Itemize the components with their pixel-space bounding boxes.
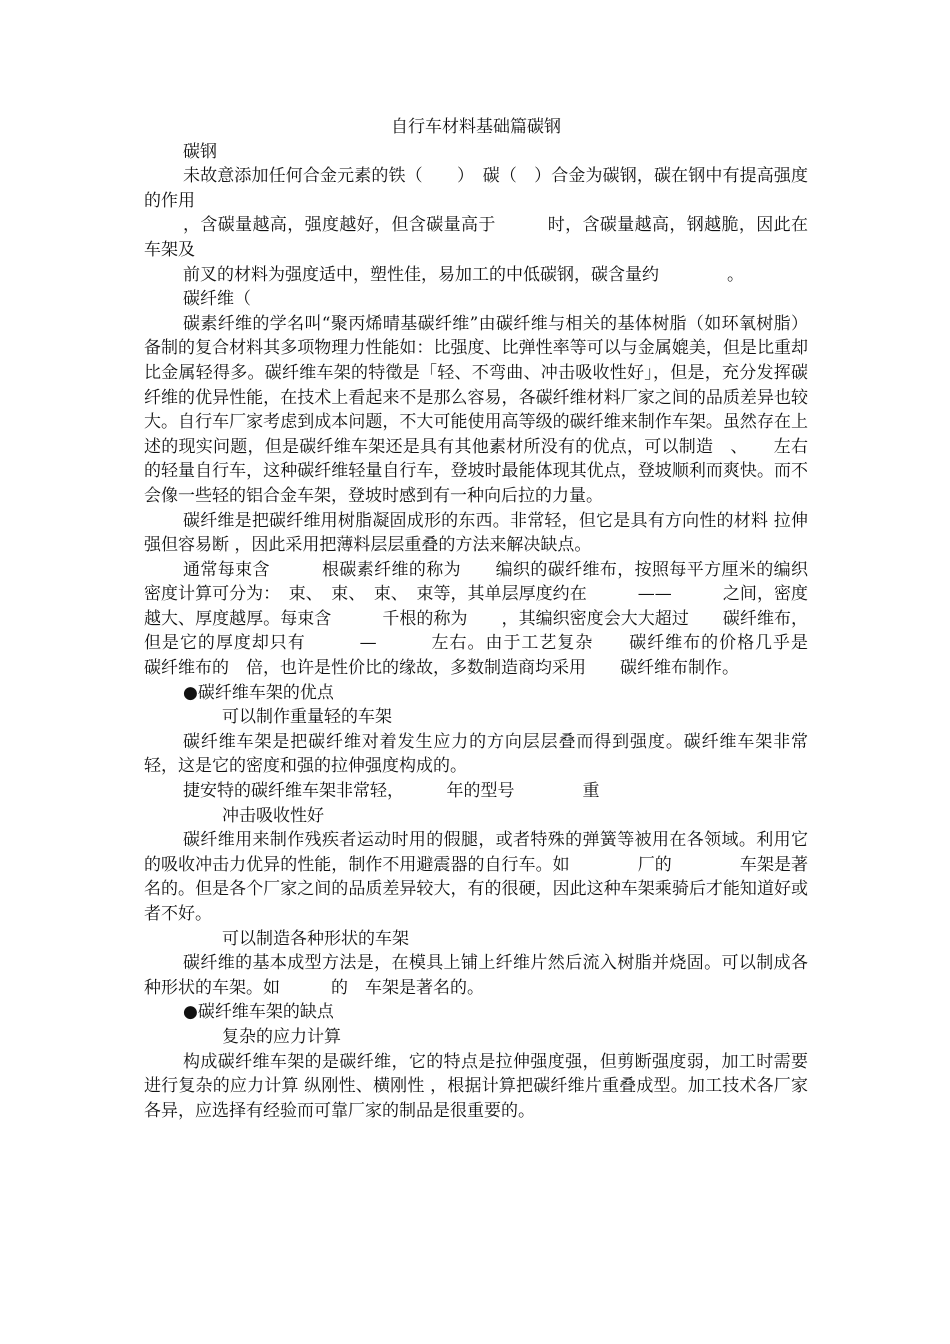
paragraph: ●碳纤维车架的缺点 <box>183 1002 334 1023</box>
subheading: 可以制造各种形状的车架 <box>222 928 409 949</box>
paragraph: 碳纤维的基本成型方法是，在模具上铺上纤维片然后流入树脂并烧固。可以制成各种形状的车架。如 的 车架是著名的。 <box>144 953 808 998</box>
paragraph: 碳素纤维的学名叫“聚丙烯晴基碳纤维”由碳纤维与相关的基体树脂（如环氧树脂）备制的复合材料其多项物理力性能如：比强度、比弹性率等可以与金属媲美，但是比重却比金属轻得多。碳纤维车架的特徵是「轻、不弯曲、冲击吸收性好」，但是，充分发挥碳纤维的优异性能，在技术上看起来不是那么容易，各碳纤维材料厂家之间的品质差异也较大。自行车厂家考虑到成本问题，不大可能使用高等级的碳纤维来制作车架。虽然存在上述的现实问题，但是碳纤维车架还是具有其他素材所没有的优点，可以制造 、 左右的轻量自行车，这种碳纤维轻量自行车，登坡时最能体现其优点，登坡顺利而爽快。而不会像一些轻的铝合金车架，登坡时感到有一种向后拉的力量。 <box>144 313 808 506</box>
paragraph: 通常每束含 根碳素纤维的称为 编织的碳纤维布，按照每平方厘米的编织密度计算可分为： 束、 束、 束、 束等，其单层厚度约在 —— 之间，密度越大、厚度越厚。每束含 千根的称为 ，其编织密度会大大超过 碳纤维布，但是它的厚度却只有 — 左右。由于工艺复杂 碳纤维布的价格几乎是 碳纤维布的 倍，也许是性价比的缘故，多数制造商均采用 碳纤维布制作。 <box>144 559 842 679</box>
subheading: 可以制作重量轻的车架 <box>222 707 392 728</box>
paragraph: 碳纤维车架是把碳纤维对着发生应力的方向层层叠而得到强度。碳纤维车架非常轻，这是它的密度和强的拉伸强度构成的。 <box>144 731 808 777</box>
paragraph: 未故意添加任何合金元素的铁（ ） 碳（ ）合金为碳钢，碳在钢中有提高强度的作用 <box>144 166 808 211</box>
paragraph: 构成碳纤维车架的是碳纤维，它的特点是拉伸强度强，但剪断强度弱，加工时需要进行复杂的应力计算 纵刚性、横刚性 ，根据计算把碳纤维片重叠成型。加工技术各厂家各异，应选择有经验而可靠厂家的制品是很重要的。 <box>144 1051 808 1121</box>
paragraph: 碳纤维用来制作残疾者运动时用的假腿，或者特殊的弹簧等被用在各领域。利用它的吸收冲击力优异的性能，制作不用避震器的自行车。如 厂的 车架是著名的。但是各个厂家之间的品质差异较大，有的很硬，因此这种车架乘骑后才能知道好或者不好。 <box>144 830 808 924</box>
paragraph-list <box>144 140 842 1124</box>
page-title: 自行车材料基础篇碳钢 <box>391 117 561 137</box>
paragraph: ，含碳量越高，强度越好，但含碳量高于 时，含碳量越高，钢越脆，因此在车架及 <box>144 215 808 260</box>
document-body <box>144 115 842 1123</box>
paragraph: 碳纤维是把碳纤维用树脂凝固成形的东西。非常轻，但它是具有方向性的材料 拉伸强但容易断 ，因此采用把薄料层层重叠的方法来解决缺点。 <box>144 510 808 556</box>
subheading: 冲击吸收性好 <box>222 805 324 826</box>
paragraph: ●碳纤维车架的优点 <box>183 682 334 703</box>
paragraph: 捷安特的碳纤维车架非常轻， 年的型号 重 <box>183 781 600 802</box>
paragraph: 碳钢 <box>183 141 217 162</box>
paragraph: 碳纤维（ <box>183 289 251 310</box>
subheading: 复杂的应力计算 <box>222 1026 341 1047</box>
paragraph: 前叉的材料为强度适中，塑性佳，易加工的中低碳钢，碳含量约 。 <box>183 264 744 285</box>
